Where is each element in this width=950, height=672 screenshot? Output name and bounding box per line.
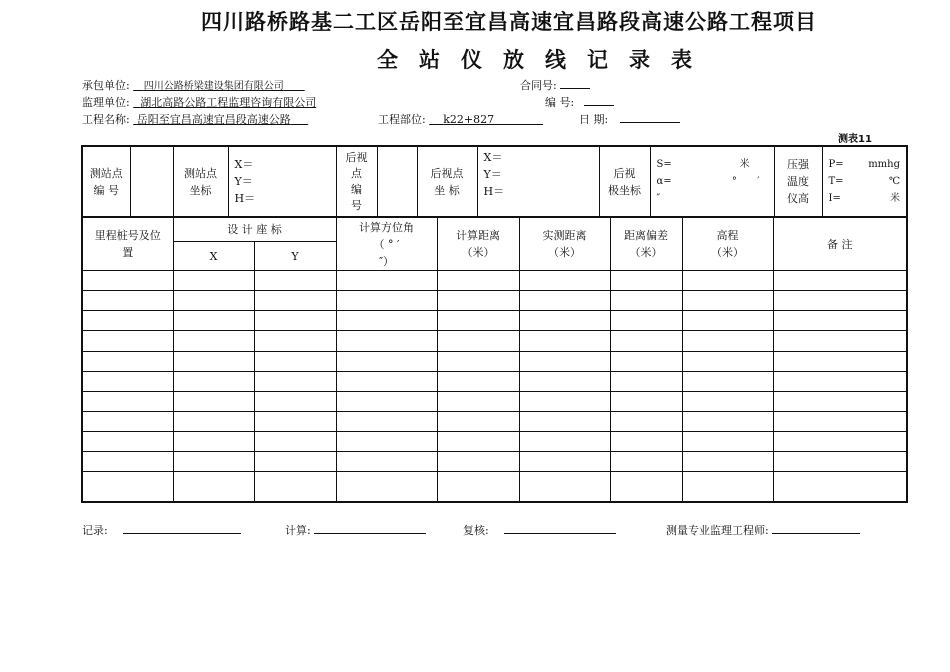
contractor-label: 承包单位: [82,79,130,92]
location-line [378,111,543,127]
serial-no-field[interactable] [584,94,614,106]
col-calc-dist-header: 计算距离 （米） [437,218,519,271]
col-remarks-header: 备 注 [773,218,907,271]
date-line [579,111,680,127]
station-coord-cell[interactable]: X＝ Y＝ H＝ [228,146,336,217]
col-dist-dev-header: 距离偏差 （米） [610,218,682,271]
project-label: 工程名称: [82,113,130,126]
location-label: 工程部位: [378,113,426,126]
table-row [82,371,907,391]
station-no-label: 测站点 编 号 [82,146,130,217]
engineer-signature-field[interactable] [772,522,860,534]
station-no-cell[interactable] [130,146,173,217]
env-cell[interactable]: P= mmhg T= ℃ I= 米 [822,146,907,217]
calculator-label: 计算: [285,524,311,537]
table-row [82,291,907,311]
station-coord-label: 测站点 坐标 [173,146,228,217]
calculator-signature-field[interactable] [314,522,426,534]
col-chainage-header: 里程桩号及位置 [82,218,173,271]
recorder-label: 记录: [82,524,108,537]
backsight-polar-label: 后视 极坐标 [599,146,650,217]
location-value: k22+827 [443,113,495,126]
checker-signature-field[interactable] [504,522,616,534]
backsight-coord-cell[interactable]: X＝ Y＝ H＝ [477,146,599,217]
backsight-coord-label: 后视点 坐 标 [417,146,477,217]
backsight-polar-cell[interactable]: S= 米 α= ° ′ ″ [650,146,774,217]
form-title: 全站仪放线记录表 [377,47,713,72]
supervisor-value: 湖北高路公路工程监理咨询有限公司 [140,96,317,109]
backsight-no-label: 后视 点 编 号 [336,146,377,217]
serial-no-label: 编 号: [545,96,575,109]
col-y-header: Y [254,242,336,271]
project-line [82,111,308,127]
project-value: 岳阳至宜昌高速宜昌段高速公路 [136,113,291,126]
recorder-line [82,522,241,538]
checker-label: 复核: [463,524,489,537]
engineer-label: 测量专业监理工程师: [666,524,769,537]
form-number: 测表11 [838,134,872,145]
date-field[interactable] [620,111,680,123]
table-row [82,411,907,431]
contract-no-line [520,77,590,93]
col-meas-dist-header: 实测距离 （米） [519,218,610,271]
document-title: 四川路桥路基二工区岳阳至宜昌高速宜昌路段高速公路工程项目 [201,9,817,34]
station-header-table [81,145,908,217]
table-row [82,311,907,331]
contractor-line [82,77,305,93]
supervisor-label: 监理单位: [82,96,130,109]
col-x-header: X [173,242,254,271]
backsight-no-cell[interactable] [377,146,417,217]
recorder-signature-field[interactable] [123,522,241,534]
contract-no-label: 合同号: [520,79,557,92]
engineer-line [666,522,860,538]
contractor-value: 四川公路桥梁建设集团有限公司 [143,81,284,92]
col-azimuth-header: 计算方位角 （ ° ′ ″） [336,218,437,271]
col-design-coord-header: 设 计 座 标 [173,218,336,242]
table-row [82,432,907,452]
table-row [82,472,907,502]
table-row [82,391,907,411]
env-label: 压强 温度 仪高 [774,146,822,217]
date-label: 日 期: [579,113,609,126]
supervisor-line [82,94,316,110]
checker-line [463,522,616,538]
calculator-line [285,522,426,538]
col-elevation-header: 高程 （米） [682,218,773,271]
table-row [82,452,907,472]
table-row [82,271,907,291]
contract-no-field[interactable] [560,77,590,89]
table-row [82,331,907,351]
stakeout-record-table [81,217,908,503]
serial-no-line [545,94,614,110]
table-row [82,351,907,371]
